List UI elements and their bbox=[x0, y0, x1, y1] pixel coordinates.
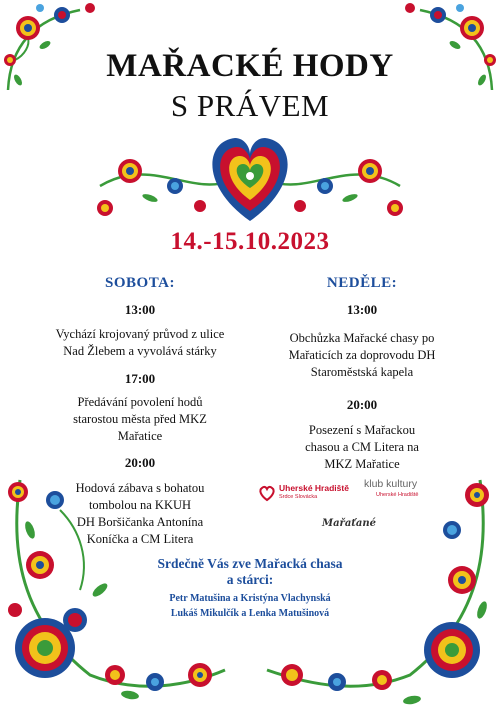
uh-logo-sub: Srdce Slovácka bbox=[279, 494, 318, 500]
maratane-logo: Mařaťané bbox=[322, 518, 377, 529]
saturday-time-3: 20:00 bbox=[124, 455, 156, 470]
host-names: Petr Matušina a Kristýna Vlachynská Lukáš Mikulčík a Lenka Matušinová bbox=[169, 593, 331, 619]
sunday-heading: NEDĚLE: bbox=[326, 275, 398, 291]
invitation-text: Srdečně Vás zve Mařacká chasa a stárci: bbox=[157, 556, 343, 587]
saturday-event-1: Vychází krojovaný průvod z ulice Nad Žlebem a vyvolává stárky bbox=[55, 327, 225, 358]
poster-title: MAŘACKÉ HODY bbox=[106, 48, 394, 84]
sunday-time-1: 13:00 bbox=[346, 302, 378, 317]
heart-ornament bbox=[90, 126, 410, 226]
uh-logo-name: Uherské Hradiště bbox=[279, 483, 349, 493]
uh-heart-icon bbox=[258, 484, 276, 502]
saturday-event-3: Hodová zábava s bohatou tombolou na KKUH DH Boršičanka Antonína Koníčka a CM Litera bbox=[75, 481, 205, 546]
sunday-time-2: 20:00 bbox=[346, 397, 378, 412]
klub-kultury-logo bbox=[364, 478, 444, 506]
saturday-time-1: 13:00 bbox=[124, 302, 156, 317]
saturday-heading: SOBOTA: bbox=[105, 275, 175, 291]
sunday-event-1: Obchůzka Mařacké chasy po Mařaticích za doprovodu DH Staroměstská kapela bbox=[288, 331, 436, 379]
saturday-event-2: Předávání povolení hodů starostou města před MKZ Mařatice bbox=[73, 395, 207, 443]
sunday-event-2: Posezení s Mařackou chasou a CM Litera na MKZ Mařatice bbox=[305, 423, 419, 471]
klub-logo-name: klub kultury bbox=[364, 478, 418, 490]
saturday-time-2: 17:00 bbox=[124, 371, 156, 386]
poster-subtitle: S PRÁVEM bbox=[170, 88, 330, 123]
uherske-hradiste-logo bbox=[258, 482, 358, 508]
klub-logo-sub: Uherské Hradiště bbox=[376, 492, 419, 498]
event-date: 14.-15.10.2023 bbox=[170, 228, 330, 255]
